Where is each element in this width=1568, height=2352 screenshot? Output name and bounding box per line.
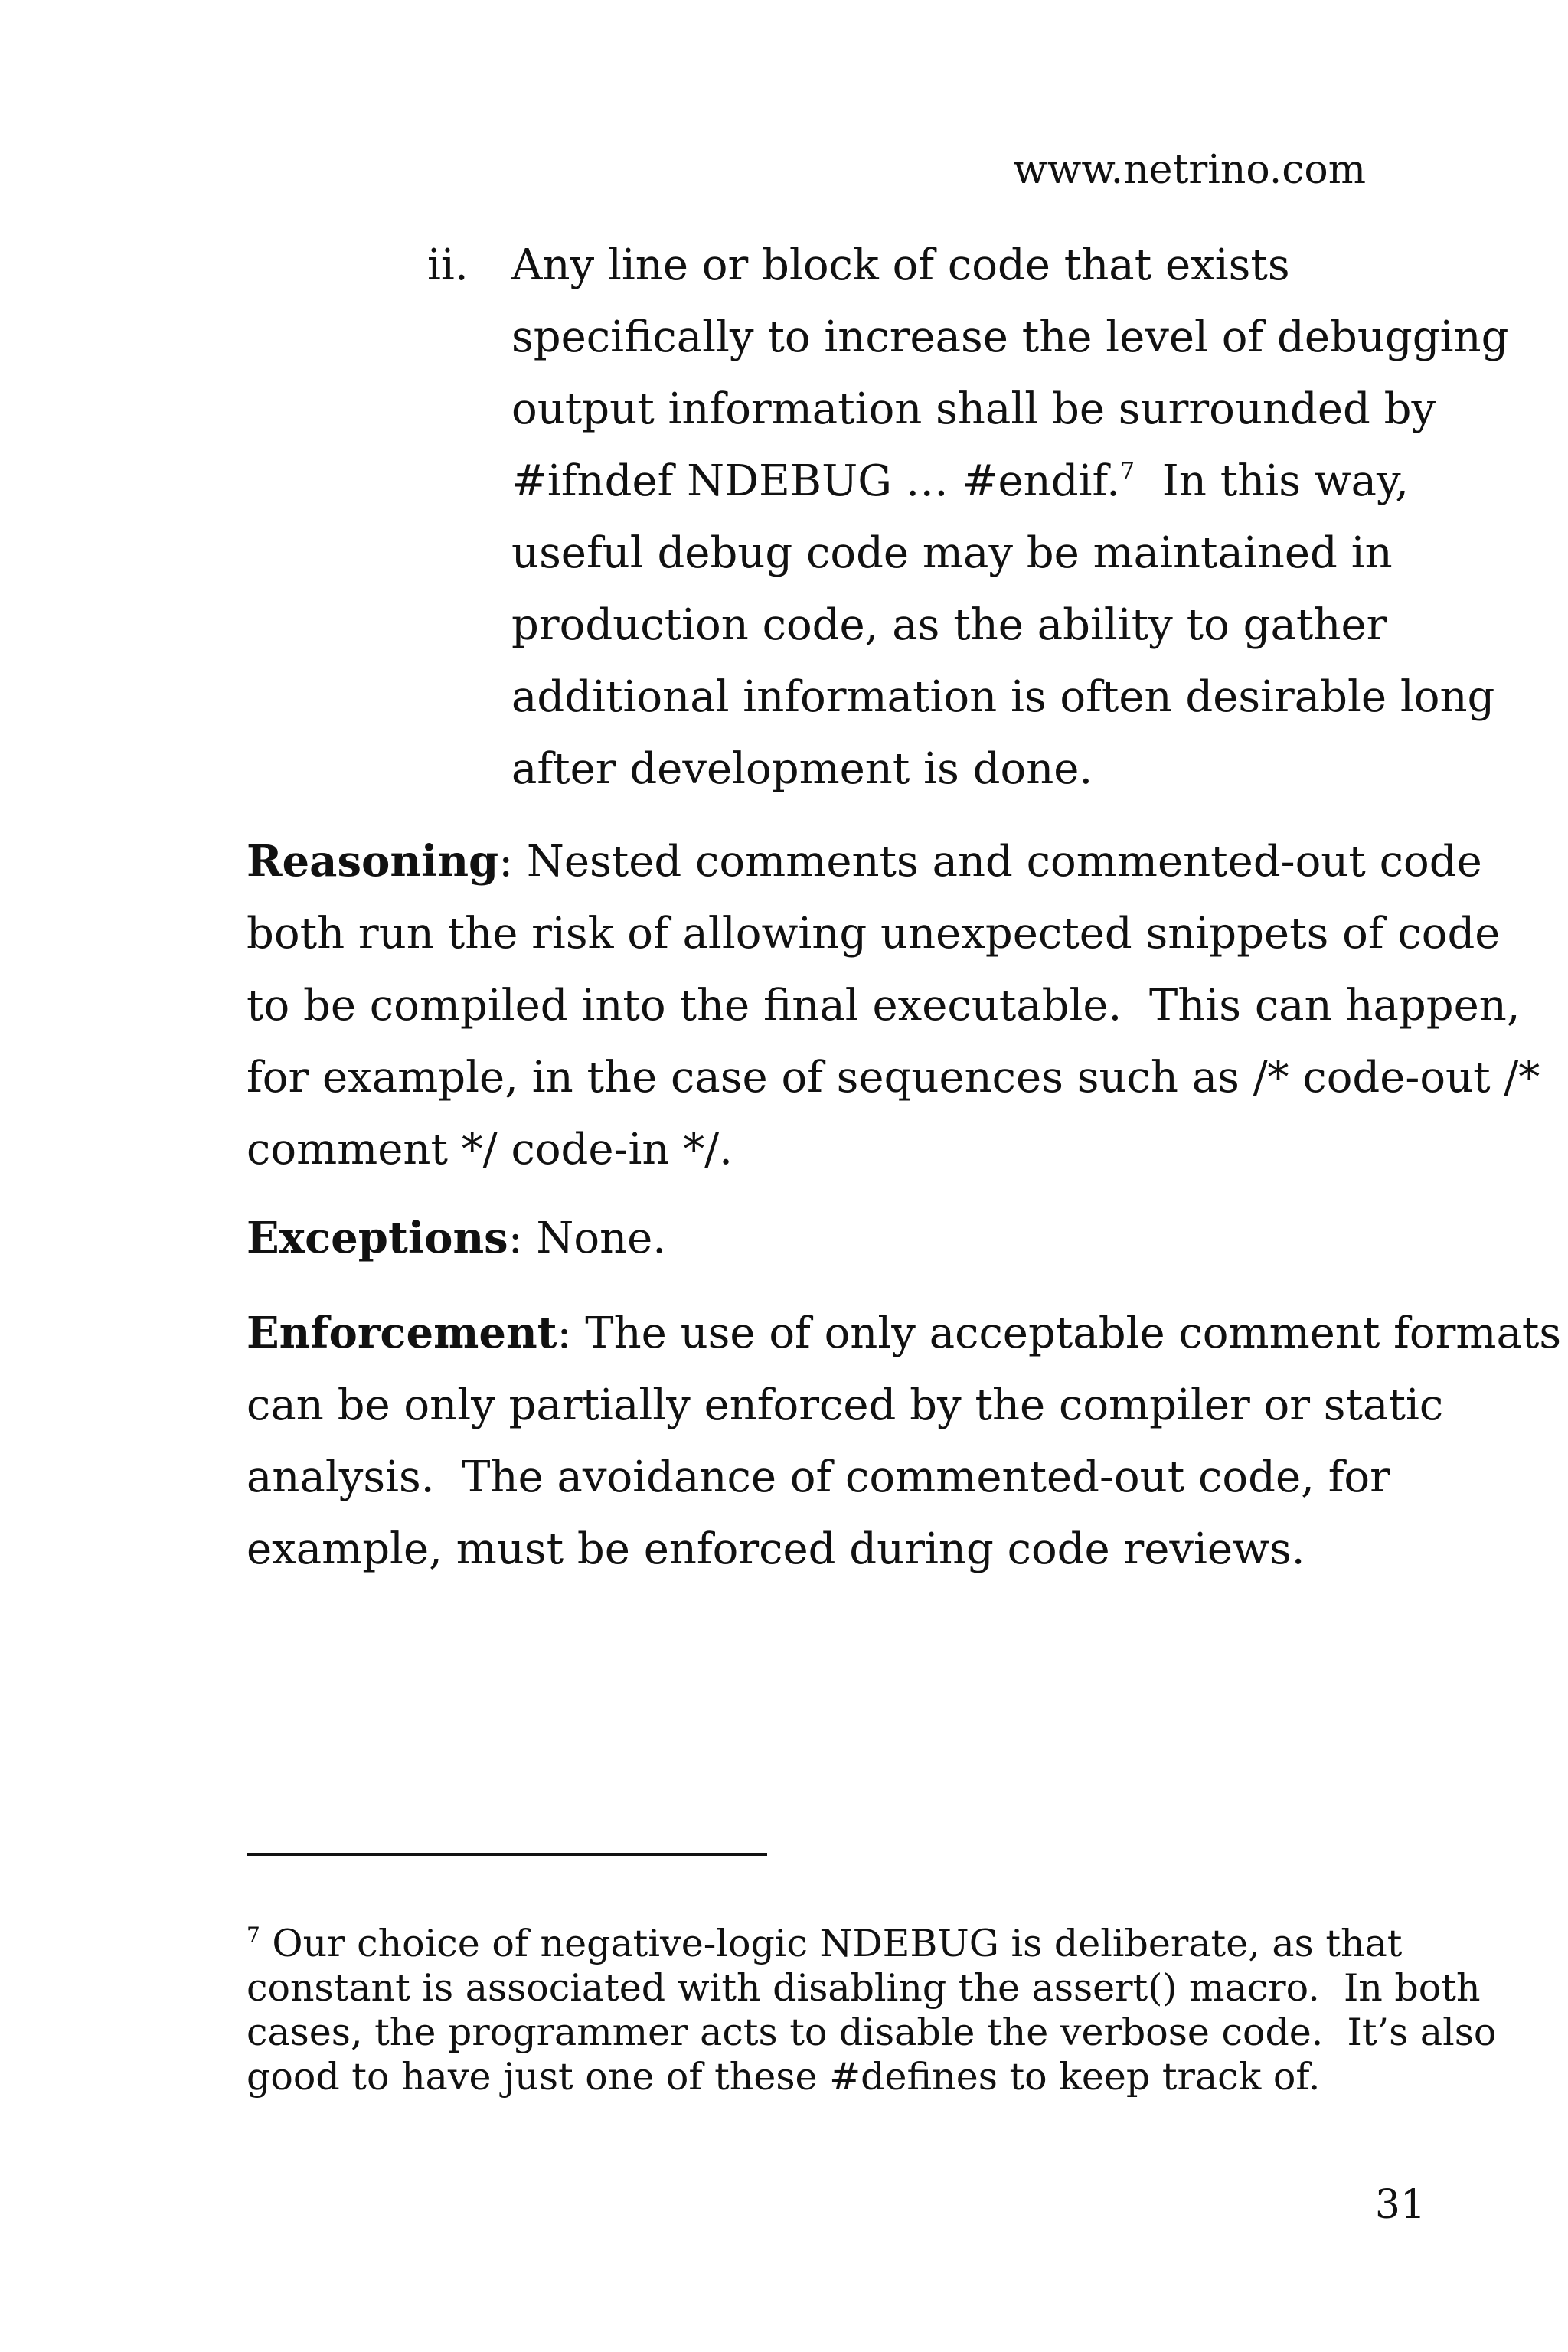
reasoning-line: Nested comments and commented-out code [526,837,1482,887]
header-url: www.netrino.com [1013,147,1366,193]
list-line-tail: In this way, [1135,456,1410,506]
footnote [247,1922,1497,2099]
list-line-text: #ifndef NDEBUG … #endif. [511,456,1121,506]
list-line: production code, as the ability to gather [511,600,1387,650]
reasoning-line: to be compiled into the final executable. This can happen, [247,981,1521,1031]
reasoning-line: both run the risk of allowing unexpected snippets of code [247,909,1501,959]
reasoning-label: Reasoning [247,836,499,887]
footnote-divider [247,1853,767,1856]
enforcement-label: Enforcement [247,1308,557,1358]
footnote-line: cases, the programmer acts to disable the verbose code. It’s also [247,2011,1497,2054]
list-line: Any line or block of code that exists [511,240,1290,290]
footnote-line: Our choice of negative-logic NDEBUG is deliberate, as that [260,1922,1403,1965]
label-separator: : [508,1214,537,1263]
exceptions-line [247,1202,1430,1275]
exceptions-label: Exceptions [247,1213,508,1263]
exceptions-section [247,1202,1430,1275]
enforcement-line: analysis. The avoidance of commented-out code, for [247,1452,1390,1502]
label-separator: : [498,837,527,887]
enforcement-line: example, must be enforced during code reviews. [247,1524,1305,1574]
footnote-line: constant is associated with disabling the assert() macro. In both [247,1966,1481,2010]
enforcement-line: The use of only acceptable comment formats [585,1308,1562,1358]
reasoning-first-line [247,825,1482,898]
list-line: useful debug code may be maintained in [511,528,1393,578]
list-line-with-footnote [511,446,1430,518]
page-number: 31 [1374,2182,1426,2228]
exceptions-text: None. [536,1214,667,1263]
enforcement-line: can be only partially enforced by the compiler or static [247,1380,1444,1430]
enforcement-section [247,1297,1562,1586]
reasoning-section [247,825,1540,1186]
list-line: output information shall be surrounded by [511,384,1436,434]
reasoning-line: comment */ code-in */. [247,1125,733,1174]
list-item-body [511,230,1509,805]
footnote-line: good to have just one of these #defines to keep track of. [247,2055,1321,2099]
enforcement-first-line [247,1297,1562,1370]
reasoning-line: for example, in the case of sequences such as /* code-out /* [247,1053,1540,1102]
list-marker: ii. [427,240,469,290]
label-separator: : [557,1308,586,1358]
list-line: specifically to increase the level of debugging [511,312,1509,362]
footnote-first-line [247,1922,1430,1966]
footnote-reference: 7 [1120,458,1135,485]
list-line: after development is done. [511,744,1093,794]
footnote-number: 7 [247,1922,260,1948]
list-line: additional information is often desirable long [511,672,1495,722]
